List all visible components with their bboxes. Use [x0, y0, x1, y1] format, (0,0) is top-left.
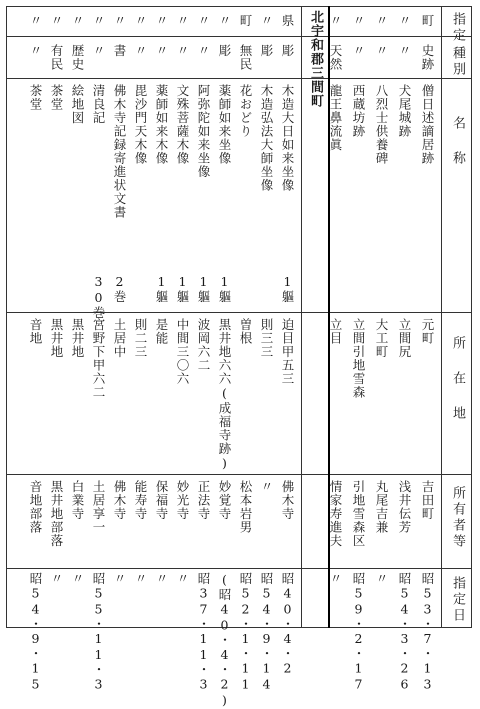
left-row-location-cell: 土居中 — [112, 318, 127, 359]
left-row-owner-cell: 土居享一 — [91, 480, 106, 534]
left-row-location-cell: 中間三〇六 — [175, 318, 190, 386]
right-row-owner-cell: 丸尾吉兼 — [374, 480, 389, 534]
right-row-designation-cell: 〃 — [328, 14, 343, 28]
left-row-owner-cell: 白業寺 — [70, 480, 85, 521]
left-row-date-cell: 〃 — [154, 572, 169, 586]
left-row-category-cell: 〃 — [154, 44, 169, 58]
document-table — [6, 6, 472, 709]
table-border-left — [6, 6, 7, 628]
left-row-location-cell: 黒井地 — [49, 318, 64, 359]
left-row-category-cell: 彫 — [280, 44, 295, 58]
left-row-designation-cell: 〃 — [154, 14, 169, 28]
left-row-owner-cell: 〃 — [259, 480, 274, 494]
right-row-name-cell: 犬尾城跡 — [397, 84, 412, 138]
table-border-right — [471, 6, 472, 628]
right-row-name-cell: 龍王鼻流眞 — [328, 84, 343, 152]
divider-designation — [6, 36, 472, 37]
left-row-designation-cell: 〃 — [196, 14, 211, 28]
left-row-category-cell: 有民 — [49, 44, 64, 71]
left-row-category-cell: 〃 — [28, 44, 43, 58]
left-row-designation-cell: 〃 — [49, 14, 64, 28]
right-row-name-cell: 僧日述謫居跡 — [420, 84, 435, 165]
right-row-owner-cell: 吉田町 — [420, 480, 435, 521]
left-row-location-cell: 宮野下甲六二 — [91, 318, 106, 399]
header-location: 所在地 — [450, 336, 465, 441]
left-row-owner-cell: 能寿寺 — [133, 480, 148, 521]
left-row-date-cell: 昭55・11・3 — [91, 572, 106, 693]
section-separator-title — [301, 6, 302, 628]
left-row-name-cell: 薬師如来坐像 — [217, 84, 232, 165]
left-row-designation-cell: 〃 — [91, 14, 106, 28]
left-row-name-cell: 薬師如来木像 — [154, 84, 169, 165]
left-row-name-cell: 佛木寺記録寄進状文書 — [112, 84, 127, 219]
left-row-qty-cell: 1軀 — [175, 274, 190, 304]
left-row-owner-cell: 妙光寺 — [175, 480, 190, 521]
left-row-category-cell: 彫 — [259, 44, 274, 58]
left-row-location-cell: 則三三 — [259, 318, 274, 359]
left-row-date-cell: 昭54・9・14 — [259, 572, 274, 693]
left-row-location-cell: 黒井地六六(成福寺跡) — [217, 318, 232, 472]
left-row-name-cell: 文殊菩薩木像 — [175, 84, 190, 165]
left-row-category-cell: 〃 — [196, 44, 211, 58]
left-row-name-cell: 毘沙門天木像 — [133, 84, 148, 165]
left-row-location-cell: 曽根 — [238, 318, 253, 345]
right-row-category-cell: 史跡 — [420, 44, 435, 71]
right-row-date-cell: 〃 — [328, 572, 343, 586]
left-row-designation-cell: 〃 — [70, 14, 85, 28]
right-row-category-cell: 〃 — [374, 44, 389, 58]
right-row-location-cell: 大工町 — [374, 318, 389, 359]
right-row-date-cell: 昭54・3・26 — [397, 572, 412, 693]
right-row-owner-cell: 引地雪森区 — [351, 480, 366, 548]
left-row-category-cell: 〃 — [133, 44, 148, 58]
divider-name — [6, 312, 472, 313]
right-row-designation-cell: 〃 — [374, 14, 389, 28]
left-row-owner-cell: 佛木寺 — [112, 480, 127, 521]
left-row-designation-cell: 町 — [238, 14, 253, 28]
left-row-owner-cell: 音地部落 — [28, 480, 43, 534]
left-row-date-cell: 昭52・1・11 — [238, 572, 253, 693]
left-row-date-cell: (昭40・4・2) — [217, 572, 232, 709]
left-row-qty-cell: 1軀 — [217, 274, 232, 304]
divider-location — [6, 474, 472, 475]
left-row-name-cell: 茶堂 — [28, 84, 43, 111]
left-row-name-cell: 木造弘法大師坐像 — [259, 84, 274, 192]
table-border-top — [6, 6, 472, 7]
left-row-name-cell: 清良記 — [91, 84, 106, 125]
right-row-name-cell: 八烈士供養碑 — [374, 84, 389, 165]
right-row-owner-cell: 情家寿進夫 — [328, 480, 343, 548]
right-row-designation-cell: 町 — [420, 14, 435, 28]
left-row-date-cell: 昭37・11・3 — [196, 572, 211, 693]
left-row-date-cell: 〃 — [49, 572, 64, 586]
left-row-category-cell: 〃 — [91, 44, 106, 58]
left-row-name-cell: 阿弥陀如来坐像 — [196, 84, 211, 179]
divider-category — [6, 78, 472, 79]
left-row-owner-cell: 保福寺 — [154, 480, 169, 521]
left-row-location-cell: 是能 — [154, 318, 169, 345]
right-row-location-cell: 立間引地雪森 — [351, 318, 366, 399]
right-row-location-cell: 元町 — [420, 318, 435, 345]
right-row-category-cell: 〃 — [397, 44, 412, 58]
left-row-name-cell: 茶堂 — [49, 84, 64, 111]
left-row-location-cell: 則二三 — [133, 318, 148, 359]
left-row-qty-cell: 30巻 — [91, 274, 106, 320]
header-name: 名称 — [450, 116, 465, 186]
left-row-date-cell: 昭54・9・15 — [28, 572, 43, 693]
left-row-qty-cell: 1軀 — [280, 274, 295, 304]
left-row-date-cell: 〃 — [133, 572, 148, 586]
left-row-date-cell: 〃 — [175, 572, 190, 586]
left-row-designation-cell: 〃 — [217, 14, 232, 28]
left-row-designation-cell: 県 — [280, 14, 295, 28]
left-row-category-cell: 無民 — [238, 44, 253, 71]
left-row-location-cell: 波岡六二 — [196, 318, 211, 372]
left-row-name-cell: 木造大日如来坐像 — [280, 84, 295, 192]
right-row-location-cell: 立目 — [328, 318, 343, 345]
left-row-name-cell: 花おどり — [238, 84, 253, 138]
left-row-owner-cell: 正法寺 — [196, 480, 211, 521]
left-row-location-cell: 音地 — [28, 318, 43, 345]
left-row-designation-cell: 〃 — [28, 14, 43, 28]
left-row-location-cell: 黒井地 — [70, 318, 85, 359]
left-row-category-cell: 〃 — [175, 44, 190, 58]
left-row-qty-cell: 1軀 — [154, 274, 169, 304]
left-row-designation-cell: 〃 — [259, 14, 274, 28]
right-row-date-cell: 昭59・2・17 — [351, 572, 366, 693]
district-title: 北宇和郡三間町 — [308, 10, 323, 108]
right-row-category-cell: 天然 — [328, 44, 343, 71]
right-row-category-cell: 〃 — [351, 44, 366, 58]
left-row-qty-cell: 2巻 — [112, 274, 127, 304]
left-row-name-cell: 絵地図 — [70, 84, 85, 125]
left-row-owner-cell: 黒井地部落 — [49, 480, 64, 548]
right-row-name-cell: 西蔵坊跡 — [351, 84, 366, 138]
left-row-category-cell: 歴史 — [70, 44, 85, 71]
header-category: 種別 — [450, 46, 465, 78]
left-row-designation-cell: 〃 — [133, 14, 148, 28]
divider-owner — [6, 568, 472, 569]
left-row-date-cell: 昭40・4・2 — [280, 572, 295, 677]
right-row-owner-cell: 浅井伝芳 — [397, 480, 412, 534]
left-row-owner-cell: 松本岩男 — [238, 480, 253, 534]
left-row-qty-cell: 1軀 — [196, 274, 211, 304]
left-row-date-cell: 〃 — [70, 572, 85, 586]
right-row-date-cell: 〃 — [374, 572, 389, 586]
right-row-location-cell: 立間尻 — [397, 318, 412, 359]
right-row-designation-cell: 〃 — [397, 14, 412, 28]
left-row-designation-cell: 〃 — [175, 14, 190, 28]
left-row-designation-cell: 〃 — [112, 14, 127, 28]
header-designation: 指定 — [450, 12, 465, 44]
right-row-designation-cell: 〃 — [351, 14, 366, 28]
left-row-location-cell: 迫目甲五三 — [280, 318, 295, 386]
left-row-owner-cell: 佛木寺 — [280, 480, 295, 521]
left-row-category-cell: 書 — [112, 44, 127, 58]
header-date: 指定日 — [450, 576, 465, 624]
left-row-owner-cell: 妙覚寺 — [217, 480, 232, 521]
right-row-date-cell: 昭53・7・13 — [420, 572, 435, 693]
left-row-date-cell: 〃 — [112, 572, 127, 586]
left-row-category-cell: 彫 — [217, 44, 232, 58]
header-owner: 所有者等 — [450, 486, 465, 550]
header-column-separator — [441, 6, 442, 628]
